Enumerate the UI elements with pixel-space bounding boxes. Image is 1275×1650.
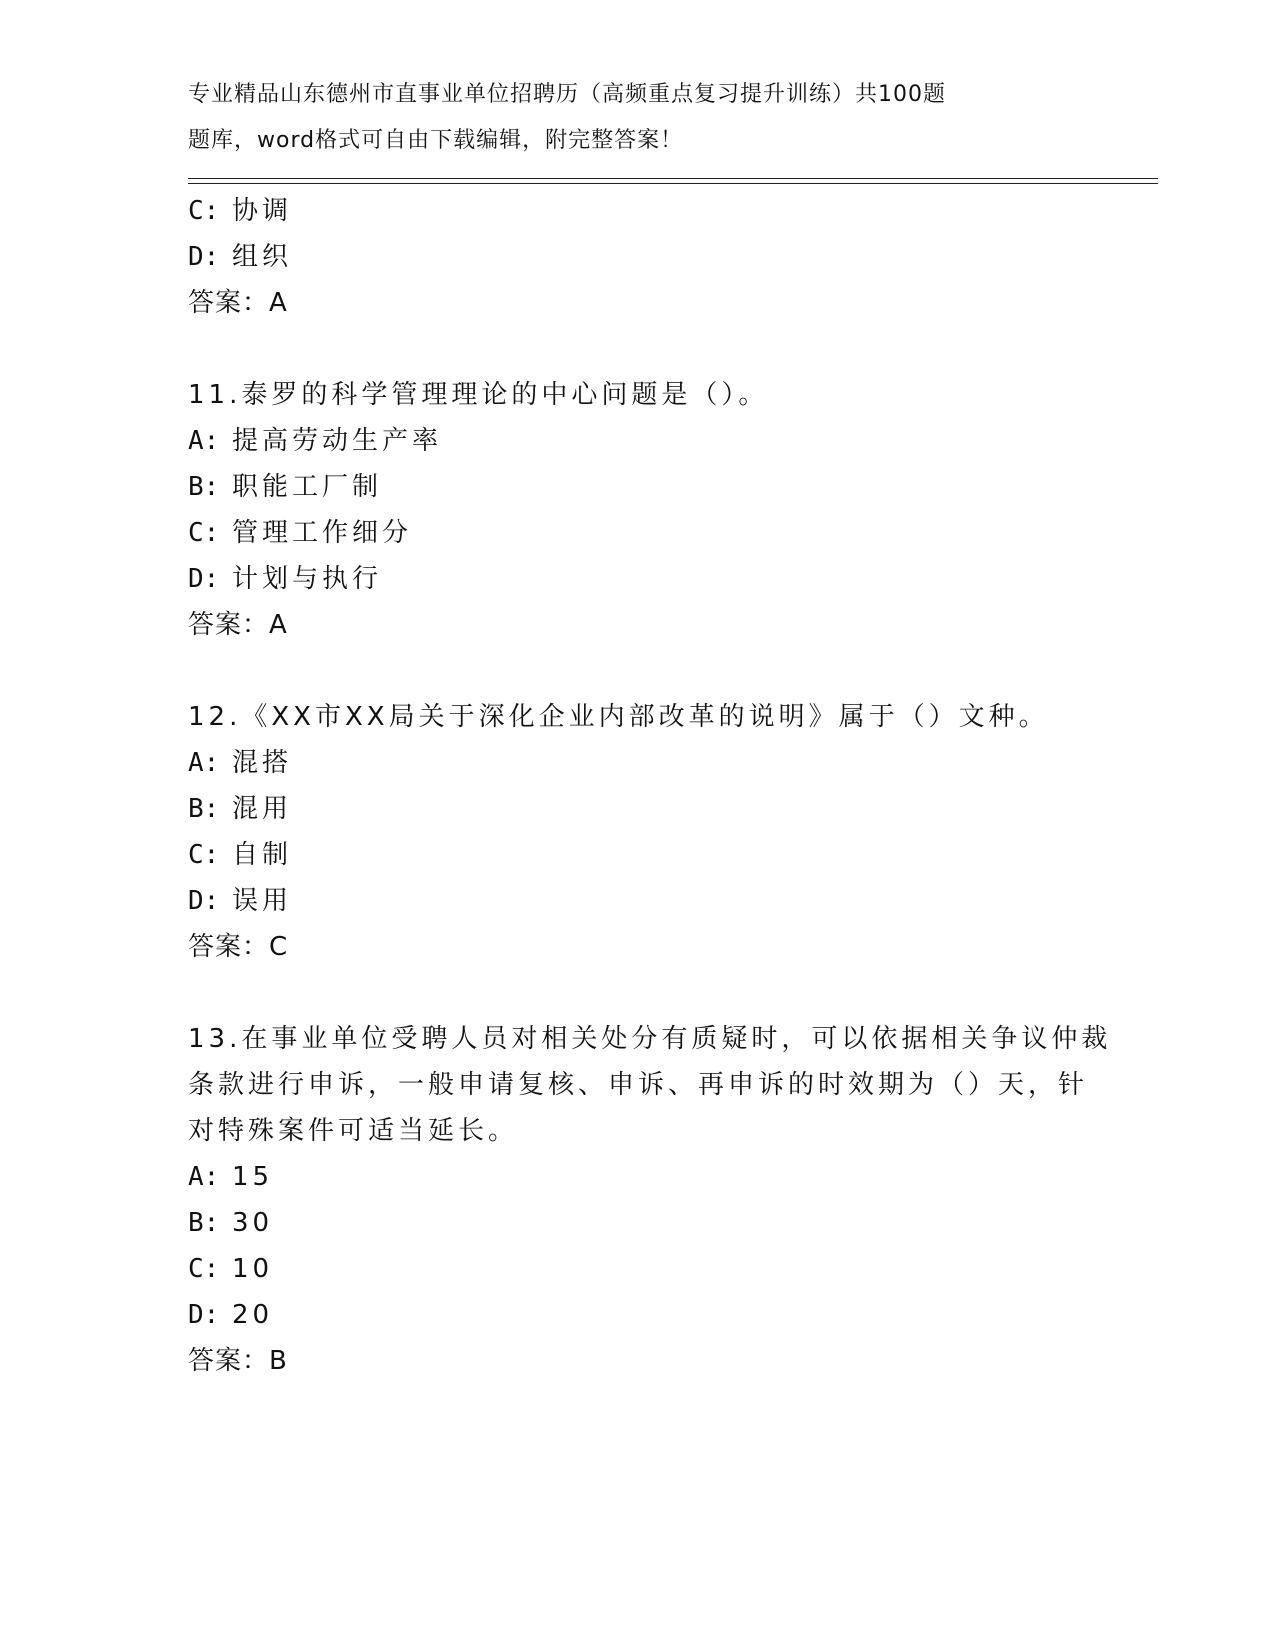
- option-key: B:: [188, 794, 220, 824]
- option-key: A:: [188, 426, 220, 456]
- option-text: 管理工作细分: [232, 518, 413, 548]
- spacer: [188, 970, 1088, 1016]
- option-text: 自制: [232, 840, 293, 870]
- option-key: B:: [188, 472, 220, 502]
- previous-question-tail: [188, 188, 1088, 326]
- option-row: [188, 1246, 1088, 1292]
- option-row: [188, 418, 1088, 464]
- option-row: [188, 832, 1088, 878]
- answer-line: 答案：A: [188, 288, 288, 318]
- option-key: A:: [188, 748, 220, 778]
- option-text: 混用: [232, 794, 293, 824]
- header-title-line-1: 专业精品山东德州市直事业单位招聘历（高频重点复习提升训练）共100题: [188, 82, 946, 107]
- option-row: [188, 786, 1088, 832]
- option-key: D:: [188, 1300, 220, 1330]
- option-row: [188, 1154, 1088, 1200]
- question-stem-line: 条款进行申诉，一般申请复核、申诉、再申诉的时效期为（）天，针: [188, 1070, 1089, 1100]
- option-text: 10: [232, 1254, 274, 1284]
- option-row: [188, 510, 1088, 556]
- question-11: [188, 372, 1088, 648]
- answer-line: 答案：B: [188, 1346, 288, 1376]
- question-stem: 11.泰罗的科学管理理论的中心问题是（）。: [188, 380, 769, 410]
- option-key: D:: [188, 886, 220, 916]
- header-divider-bottom: [188, 183, 1158, 184]
- question-stem-line: 13.在事业单位受聘人员对相关处分有质疑时，可以依据相关争议仲裁: [188, 1024, 1112, 1054]
- option-row: [188, 188, 1088, 234]
- option-key: C:: [188, 840, 220, 870]
- option-key: D:: [188, 564, 220, 594]
- question-13: [188, 1016, 1112, 1384]
- document-header: [188, 72, 1048, 164]
- option-key: A:: [188, 1162, 220, 1192]
- question-12: [188, 694, 1088, 970]
- header-title-line-2: 题库，word格式可自由下载编辑，附完整答案！: [188, 128, 684, 153]
- option-text: 协调: [232, 196, 293, 226]
- question-stem: 12.《XX市XX局关于深化企业内部改革的说明》属于（）文种。: [188, 702, 1049, 732]
- option-key: D:: [188, 242, 220, 272]
- question-list: [188, 188, 1112, 1384]
- option-text: 提高劳动生产率: [232, 426, 443, 456]
- spacer: [188, 648, 1088, 694]
- option-text: 职能工厂制: [232, 472, 383, 502]
- option-row: [188, 464, 1088, 510]
- option-row: [188, 740, 1088, 786]
- option-key: C:: [188, 518, 220, 548]
- option-text: 30: [232, 1208, 274, 1238]
- option-key: C:: [188, 1254, 220, 1284]
- option-text: 混搭: [232, 748, 293, 778]
- option-row: [188, 556, 1088, 602]
- option-row: [188, 878, 1088, 924]
- option-key: C:: [188, 196, 220, 226]
- option-row: [188, 1200, 1088, 1246]
- option-row: [188, 234, 1088, 280]
- option-text: 误用: [232, 886, 293, 916]
- answer-line: 答案：C: [188, 932, 289, 962]
- option-row: [188, 1292, 1088, 1338]
- question-stem-line: 对特殊案件可适当延长。: [188, 1116, 519, 1146]
- option-text: 组织: [232, 242, 293, 272]
- header-divider-top: [188, 178, 1158, 179]
- option-text: 20: [232, 1300, 274, 1330]
- option-text: 计划与执行: [232, 564, 383, 594]
- option-text: 15: [232, 1162, 274, 1192]
- option-key: B:: [188, 1208, 220, 1238]
- spacer: [188, 326, 1088, 372]
- answer-line: 答案：A: [188, 610, 288, 640]
